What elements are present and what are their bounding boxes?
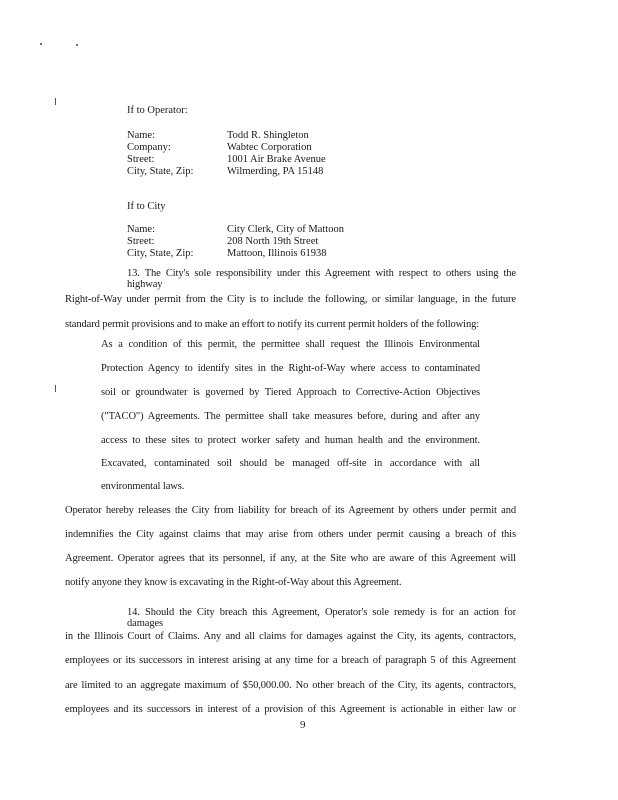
field-value: Mattoon, Illinois 61938 bbox=[227, 248, 327, 259]
release-line: Operator hereby releases the City from liability for breach of its Agreement by others under permit and bbox=[65, 505, 516, 516]
field-label: Street: bbox=[127, 154, 155, 165]
quote-line: soil or groundwater is governed by Tiered Approach to Corrective-Action Objectives bbox=[101, 387, 480, 398]
paragraph-14-line: in the Illinois Court of Claims. Any and all claims for damages against the City, its agents, contractors, bbox=[65, 631, 516, 642]
field-label: City, State, Zip: bbox=[127, 166, 194, 177]
page-number: 9 bbox=[300, 719, 306, 731]
field-value: Wilmerding, PA 15148 bbox=[227, 166, 324, 177]
paragraph-13-line: standard permit provisions and to make an effort to notify its current permit holders of the following: bbox=[65, 319, 480, 330]
city-heading: If to City bbox=[127, 201, 166, 212]
scan-speck bbox=[55, 98, 56, 105]
release-line: notify anyone they know is excavating in the Right-of-Way about this Agreement. bbox=[65, 577, 402, 588]
scan-speck bbox=[40, 43, 42, 45]
quote-line: environmental laws. bbox=[101, 481, 185, 492]
quote-line: As a condition of this permit, the permittee shall request the Illinois Environmental bbox=[101, 339, 480, 350]
quote-line: ("TACO") Agreements. The permittee shall take measures before, during and after any bbox=[101, 411, 480, 422]
paragraph-13-line: Right-of-Way under permit from the City is to include the following, or similar language, in the future bbox=[65, 294, 516, 305]
field-label: Street: bbox=[127, 236, 155, 247]
quote-line: Excavated, contaminated soil should be managed off-site in accordance with all bbox=[101, 458, 480, 469]
field-value: Wabtec Corporation bbox=[227, 142, 312, 153]
field-label: Name: bbox=[127, 130, 155, 141]
release-line: Agreement. Operator agrees that its personnel, if any, at the Site who are aware of this Agreement will bbox=[65, 553, 516, 564]
release-line: indemnifies the City against claims that may arise from others under permit causing a breach of this bbox=[65, 529, 516, 540]
operator-heading: If to Operator: bbox=[127, 105, 188, 116]
field-label: Company: bbox=[127, 142, 171, 153]
field-label: Name: bbox=[127, 224, 155, 235]
paragraph-14-line: employees and its successors in interest of a provision of this Agreement is actionable in either law or bbox=[65, 704, 516, 715]
city-notice-block bbox=[127, 200, 387, 264]
field-value: City Clerk, City of Mattoon bbox=[227, 224, 344, 235]
quote-line: access to these sites to protect worker safety and human health and the environment. bbox=[101, 435, 480, 446]
paragraph-14-line: employees or its successors in interest arising at any time for a breach of paragraph 5 of this Agreement bbox=[65, 655, 516, 666]
scan-speck bbox=[76, 44, 78, 46]
operator-notice-block bbox=[127, 104, 387, 184]
scan-speck bbox=[55, 385, 56, 392]
field-label: City, State, Zip: bbox=[127, 248, 194, 259]
paragraph-14-line: are limited to an aggregate maximum of $50,000.00. No other breach of the City, its agents, contractors, bbox=[65, 680, 516, 691]
paragraph-14-line: 14. Should the City breach this Agreement, Operator's sole remedy is for an action for damages bbox=[127, 607, 516, 629]
field-value: Todd R. Shingleton bbox=[227, 130, 309, 141]
paragraph-13-line: 13. The City's sole responsibility under this Agreement with respect to others using the highway bbox=[127, 268, 516, 290]
field-value: 1001 Air Brake Avenue bbox=[227, 154, 326, 165]
field-value: 208 North 19th Street bbox=[227, 236, 319, 247]
quote-line: Protection Agency to identify sites in the Right-of-Way where access to contaminated bbox=[101, 363, 480, 374]
